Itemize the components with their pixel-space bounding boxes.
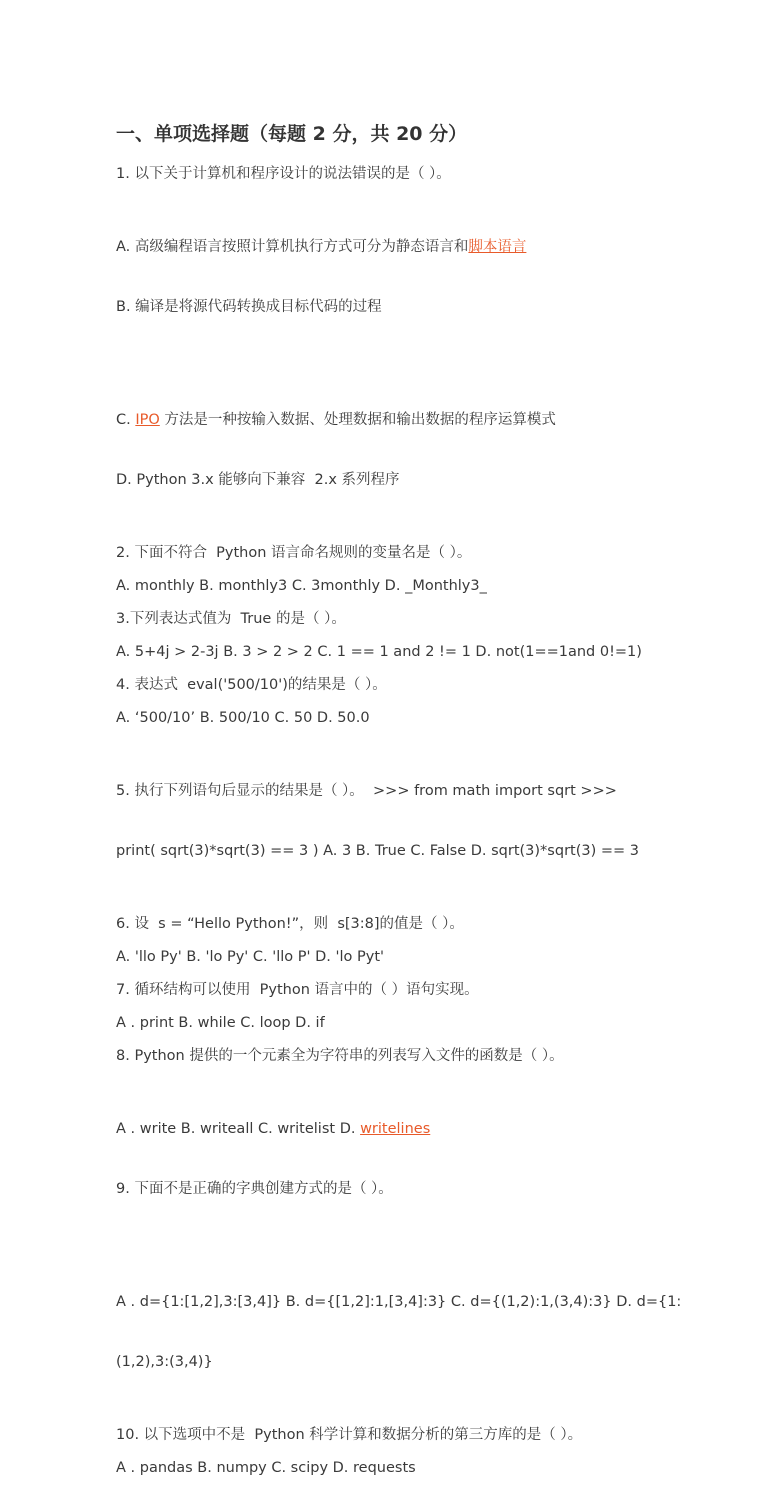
question-1-options-ab (116, 197, 716, 357)
highlight-link-ipo[interactable]: IPO (135, 412, 160, 428)
question-3-stem: 3.下列表达式值为 True 的是（ ）。 (116, 611, 346, 627)
question-2-options: A. monthly B. monthly3 C. 3monthly D. _Monthly3_ (116, 578, 487, 594)
question-6-options: A. 'llo Py' B. 'lo Py' C. 'llo P' D. 'lo Pyt' (116, 949, 384, 965)
question-4-options: A. ‘500/10’ B. 500/10 C. 50 D. 50.0 (116, 710, 370, 726)
question-1-option-c: C. IPO 方法是一种按输入数据、处理数据和输出数据的程序运算模式 (116, 412, 556, 428)
question-3-options: A. 5+4j > 2-3j B. 3 > 2 > 2 C. 1 == 1 and 2 != 1 D. not(1==1and 0!=1) (116, 644, 642, 660)
question-8-options: A . write B. writeall C. writelist D. writelines (116, 1121, 431, 1137)
question-8-options-and-9-stem (116, 1079, 716, 1239)
question-1-option-a: A. 高级编程语言按照计算机执行方式可分为静态语言和脚本语言 (116, 239, 527, 255)
question-9-stem: 9. 下面不是正确的字典创建方式的是（ ）。 (116, 1181, 393, 1197)
question-10-options: A . pandas B. numpy C. scipy D. requests (116, 1460, 416, 1476)
exam-page (116, 120, 716, 1491)
question-7-options: A . print B. while C. loop D. if (116, 1015, 325, 1031)
question-4-stem: 4. 表达式 eval('500/10')的结果是（ ）。 (116, 677, 387, 693)
question-1-option-b: B. 编译是将源代码转换成目标代码的过程 (116, 299, 382, 315)
question-1-stem: 1. 以下关于计算机和程序设计的说法错误的是（ ）。 (116, 166, 451, 182)
highlight-link-writelines[interactable]: writelines (360, 1121, 431, 1137)
question-5 (116, 741, 716, 901)
question-1-option-d: D. Python 3.x 能够向下兼容 2.x 系列程序 (116, 472, 400, 488)
question-9-options (116, 1252, 716, 1412)
section-title: 一、单项选择题（每题 2 分，共 20 分） (116, 123, 468, 145)
highlight-link-script-language[interactable]: 脚本语言 (468, 239, 527, 255)
question-1-options-cd (116, 370, 716, 530)
question-5-line-1: 5. 执行下列语句后显示的结果是（ ）。 >>> from math import sqrt >>> (116, 783, 617, 799)
question-6-stem: 6. 设 s = “Hello Python!”，则 s[3:8]的值是（ ）。 (116, 916, 464, 932)
question-5-line-2: print( sqrt(3)*sqrt(3) == 3 ) A. 3 B. True C. False D. sqrt(3)*sqrt(3) == 3 (116, 843, 639, 859)
question-9-options-line-1: A . d={1:[1,2],3:[3,4]} B. d={[1,2]:1,[3,4]:3} C. d={(1,2):1,(3,4):3} D. d={1: (116, 1294, 682, 1310)
question-7-stem: 7. 循环结构可以使用 Python 语言中的（ ）语句实现。 (116, 982, 479, 998)
question-9-options-line-2: (1,2),3:(3,4)} (116, 1354, 213, 1370)
question-10-stem: 10. 以下选项中不是 Python 科学计算和数据分析的第三方库的是（ ）。 (116, 1427, 583, 1443)
question-2-stem: 2. 下面不符合 Python 语言命名规则的变量名是（ ）。 (116, 545, 472, 561)
question-8-stem: 8. Python 提供的一个元素全为字符串的列表写入文件的函数是（ ）。 (116, 1048, 564, 1064)
